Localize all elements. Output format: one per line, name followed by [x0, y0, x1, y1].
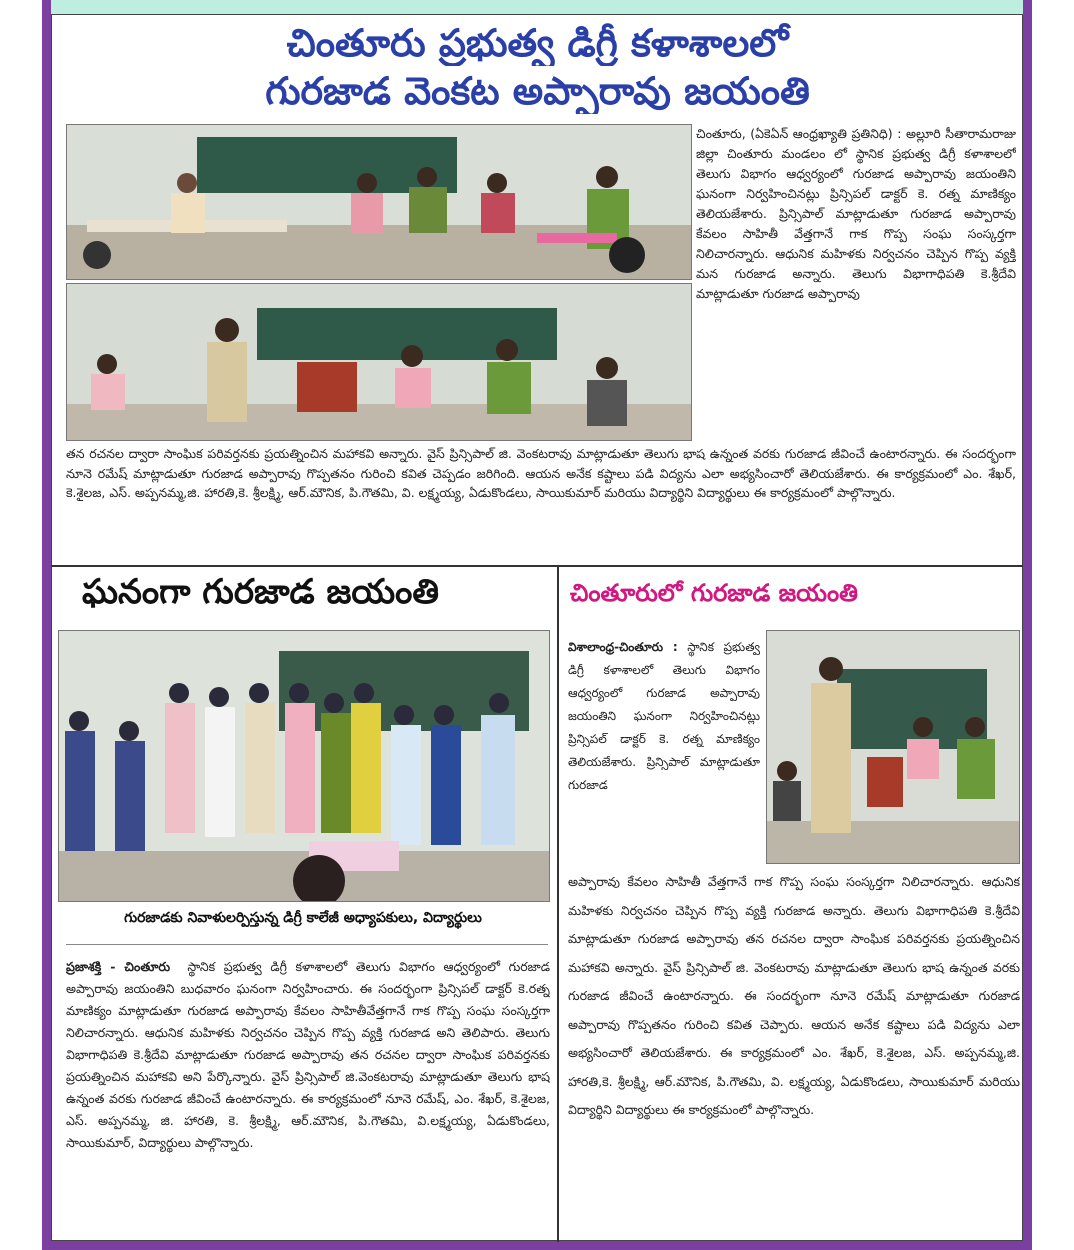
article1-photo-top [66, 124, 692, 280]
article2-dateline: ప్రజాశక్తి - చింతూరు [66, 959, 171, 974]
article1-headline-line2: గురజాడ వెంకట అప్పారావు జయంతి [265, 69, 810, 113]
article1-headline-line1: చింతూరు ప్రభుత్వ డిగ్రీ కళాశాలలో [286, 21, 789, 65]
article3-photo [766, 630, 1020, 864]
article2-text [66, 956, 550, 1236]
article1-bottom-text: తన రచనల ద్వారా సాంఘిక పరివర్తనకు ప్రయత్నించిన మహాకవి అన్నారు. వైస్ ప్రిన్సిపాల్ జి. వెంకటరావు మాట్లాడుతూ తెలుగు భాష ఉన్నంత వరకు గురజాడ జీవించే ఉంటారన్నారు. ఈ సందర్భంగా నూనె రమేష్ మాట్లాడుతూ గురజాడ అప్పారావు గొప్పతనం గురించి కవిత చెప్పడం జరిగింది. ఆయన అనేక కష్టాలు పడి విద్యను ఎలా అభ్యసించారో తెలియజేశారు. ఈ కార్యక్రమంలో ఎం. శేఖర్, కె.శైలజ, ఎస్. అప్పనమ్మ,జి. హారతి,కె. శ్రీలక్ష్మి, ఆర్.మౌనిక, పి.గౌతమి, వి. లక్ష్మయ్య, ఏడుకొండలు, సాయికుమార్ మరియు విద్యార్థిని విద్యార్థులు ఈ కార్యక్రమంలో పాల్గొన్నారు. [66, 446, 1016, 500]
article3-headline: చింతూరులో గురజాడ జయంతి [570, 579, 858, 607]
article1-photo-bottom [66, 283, 692, 441]
section-divider [51, 565, 1023, 567]
article2-headline: ఘనంగా గురజాడ జయంతి [82, 572, 439, 612]
article2-photo [58, 630, 550, 902]
article1-side-text: చింతూరు, (ఏకెఏన్ ఆంధ్రఖ్యాతి ప్రతినిధి) : అల్లూరి సీతారామరాజు జిల్లా చింతూరు మండలం లో స్థానిక ప్రభుత్వ డిగ్రీ కళాశాలలో తెలుగు విభాగం ఆధ్వర్యంలో గురజాడ అప్పారావు జయంతిని ఘనంగా నిర్వహించినట్లు ప్రిన్సిపల్ డాక్టర్ కె. రత్న మాణిక్యం తెలియజేశారు. ప్రిన్సిపాల్ మాట్లాడుతూ గురజాడ అప్పారావు కేవలం సాహితీ వేత్తగానే గాక గొప్ప సంఘ సంస్కర్తగా నిలిచారన్నారు. ఆధునిక మహిళకు నిర్వచనం చెప్పిన గొప్ప వ్యక్తి మన గురజాడ అన్నారు. తెలుగు విభాగాధిపతి కె.శ్రీదేవి మాట్లాడుతూ గురజాడ అప్పారావు [696, 126, 1016, 301]
article3-side-text [568, 636, 760, 862]
article3-bottom-text: అప్పారావు కేవలం సాహితీ వేత్తగానే గాక గొప్ప సంఘ సంస్కర్తగా నిలిచారన్నారు. ఆధునిక మహిళకు నిర్వచనం చెప్పిన గొప్ప వ్యక్తి గురజాడ అన్నారు. తెలుగు విభాగాధిపతి కె.శ్రీదేవి మాట్లాడుతూ గురజాడ అప్పారావు తన రచనల ద్వారా సాంఘిక పరివర్తనకు ప్రయత్నించిన మహాకవి అన్నారు. వైస్ ప్రిన్సిపాల్ జి. వెంకటరావు మాట్లాడుతూ తెలుగు భాష ఉన్నంత వరకు గురజాడ జీవించే ఉంటారన్నారు. ఈ సందర్భంగా నూనె రమేష్ మాట్లాడుతూ గురజాడ అప్పారావు గొప్పతనం గురించి కవిత చెప్పారు. ఆయన అనేక కష్టాలు పడి విద్యను ఎలా అభ్యసించారో తెలియజేశారు. ఈ కార్యక్రమంలో ఎం. శేఖర్, కె.శైలజ, ఎస్. అప్పనమ్మ,జి. హారతి,కె. శ్రీలక్ష్మి, ఆర్.మౌనిక, పి.గౌతమి, వి. లక్ష్మయ్య, ఏడుకొండలు, సాయికుమార్ మరియు విద్యార్థిని విద్యార్థులు ఈ కార్యక్రమంలో పాల్గొన్నారు. [568, 874, 1020, 1117]
article2-caption: గురజాడకు నివాళులర్పిస్తున్న డిగ్రీ కాలేజీ అధ్యాపకులు, విద్యార్థులు [124, 910, 482, 926]
article2-body: స్థానిక ప్రభుత్వ డిగ్రీ కళాశాలలో తెలుగు విభాగం ఆధ్వర్యంలో గురజాడ అప్పారావు జయంతిని బుధవారం ఘనంగా నిర్వహించారు. ఈ సందర్భంగా ప్రిన్సిపల్ డాక్టర్ కె.రత్న మాణిక్యం మాట్లాడుతూ గురజాడ అప్పారావు కేవలం సాహితీవేత్తగానే గాక గొప్ప సంఘ సంస్కర్తగా నిలిచారన్నారు. ఆధునిక మహిళకు నిర్వచనం చెప్పిన గొప్ప వ్యక్తి గురజాడ అని తెలిపారు. తెలుగు విభాగాధిపతి కె.శ్రీదేవి మాట్లాడుతూ గురజాడ అప్పారావు తన రచనల ద్వారా సాంఘిక పరివర్తనకు ప్రయత్నించిన మహాకవి అని పేర్కొన్నారు. వైస్ ప్రిన్సిపాల్ జి.వెంకటరావు మాట్లాడుతూ తెలుగు భాష ఉన్నంత వరకు గురజాడ జీవించే ఉంటారన్నారు. ఈ కార్యక్రమంలో నూనె రమేష్, ఎం. శేఖర్, కె.శైలజ, ఎస్. అప్పనమ్మ, జి. హారతి, కె. శ్రీలక్ష్మి, ఆర్.మౌనిక, పి.గౌతమి, వి.లక్ష్మయ్య, ఏడుకొండలు, సాయికుమార్, విద్యార్థులు పాల్గొన్నారు. [66, 959, 550, 1150]
column-divider [557, 566, 559, 1242]
caption-rule [66, 944, 548, 945]
article3-side-body: స్థానిక ప్రభుత్వ డిగ్రీ కళాశాలలో తెలుగు విభాగం ఆధ్వర్యంలో గురజాడ అప్పారావు జయంతిని ఘనంగా నిర్వహించినట్లు ప్రిన్సిపల్ డాక్టర్ కె. రత్న మాణిక్యం తెలియజేశారు. ప్రిన్సిపాల్ మాట్లాడుతూ గురజాడ [568, 640, 760, 792]
article3-dateline: విశాలాంధ్ర-చింతూరు : [568, 640, 678, 654]
